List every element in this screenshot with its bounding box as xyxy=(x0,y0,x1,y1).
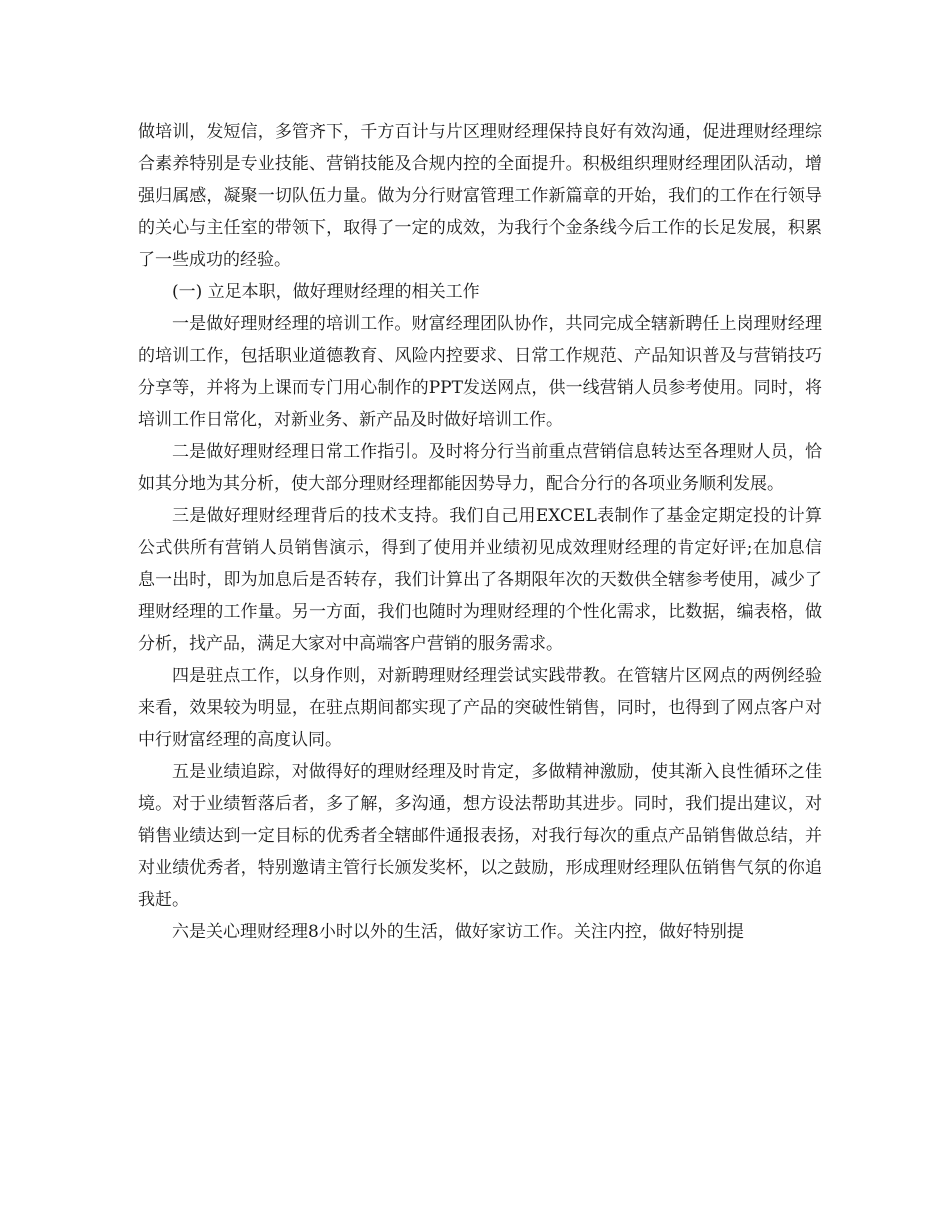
paragraph-item-3: 三是做好理财经理背后的技术支持。我们自己用EXCEL表制作了基金定期定投的计算公式供所有营销人员销售演示，得到了使用并业绩初见成效理财经理的肯定好评;在加息信息一出时，即为加息后是否转存，我们计算出了各期限年次的天数供全辖参考使用，减少了理财经理的工作量。另一方面，我们也随时为理财经理的个性化需求，比数据，编表格，做分析，找产品，满足大家对中高端客户营销的服务需求。 xyxy=(138,506,822,654)
document-body xyxy=(138,116,822,948)
section-heading-1: (一) 立足本职，做好理财经理的相关工作 xyxy=(172,282,480,302)
paragraph-training-intro: 做培训，发短信，多管齐下，千方百计与片区理财经理保持良好有效沟通，促进理财经理综合素养特别是专业技能、营销技能及合规内控的全面提升。积极组织理财经理团队活动，增强归属感，凝聚一切队伍力量。做为分行财富管理工作新篇章的开始，我们的工作在行领导的关心与主任室的带领下，取得了一定的成效，为我行个金条线今后工作的长足发展，积累了一些成功的经验。 xyxy=(138,122,822,270)
paragraph-item-6: 六是关心理财经理8小时以外的生活，做好家访工作。关注内控，做好特别提 xyxy=(172,922,744,942)
paragraph-item-4: 四是驻点工作，以身作则，对新聘理财经理尝试实践带教。在管辖片区网点的两例经验来看，效果较为明显，在驻点期间都实现了产品的突破性销售，同时，也得到了网点客户对中行财富经理的高度认同。 xyxy=(138,666,822,750)
paragraph-item-2: 二是做好理财经理日常工作指引。及时将分行当前重点营销信息转达至各理财人员，恰如其分地为其分析，使大部分理财经理都能因势导力，配合分行的各项业务顺利发展。 xyxy=(138,442,822,494)
paragraph-item-5: 五是业绩追踪，对做得好的理财经理及时肯定，多做精神激励，使其渐入良性循环之佳境。对于业绩暂落后者，多了解，多沟通，想方设法帮助其进步。同时，我们提出建议，对销售业绩达到一定目标的优秀者全辖邮件通报表扬，对我行每次的重点产品销售做总结，并对业绩优秀者，特别邀请主管行长颁发奖杯，以之鼓励，形成理财经理队伍销售气氛的你追我赶。 xyxy=(138,762,822,910)
paragraph-item-1: 一是做好理财经理的培训工作。财富经理团队协作，共同完成全辖新聘任上岗理财经理的培训工作，包括职业道德教育、风险内控要求、日常工作规范、产品知识普及与营销技巧分享等，并将为上课而专门用心制作的PPT发送网点，供一线营销人员参考使用。同时，将培训工作日常化，对新业务、新产品及时做好培训工作。 xyxy=(138,314,822,430)
